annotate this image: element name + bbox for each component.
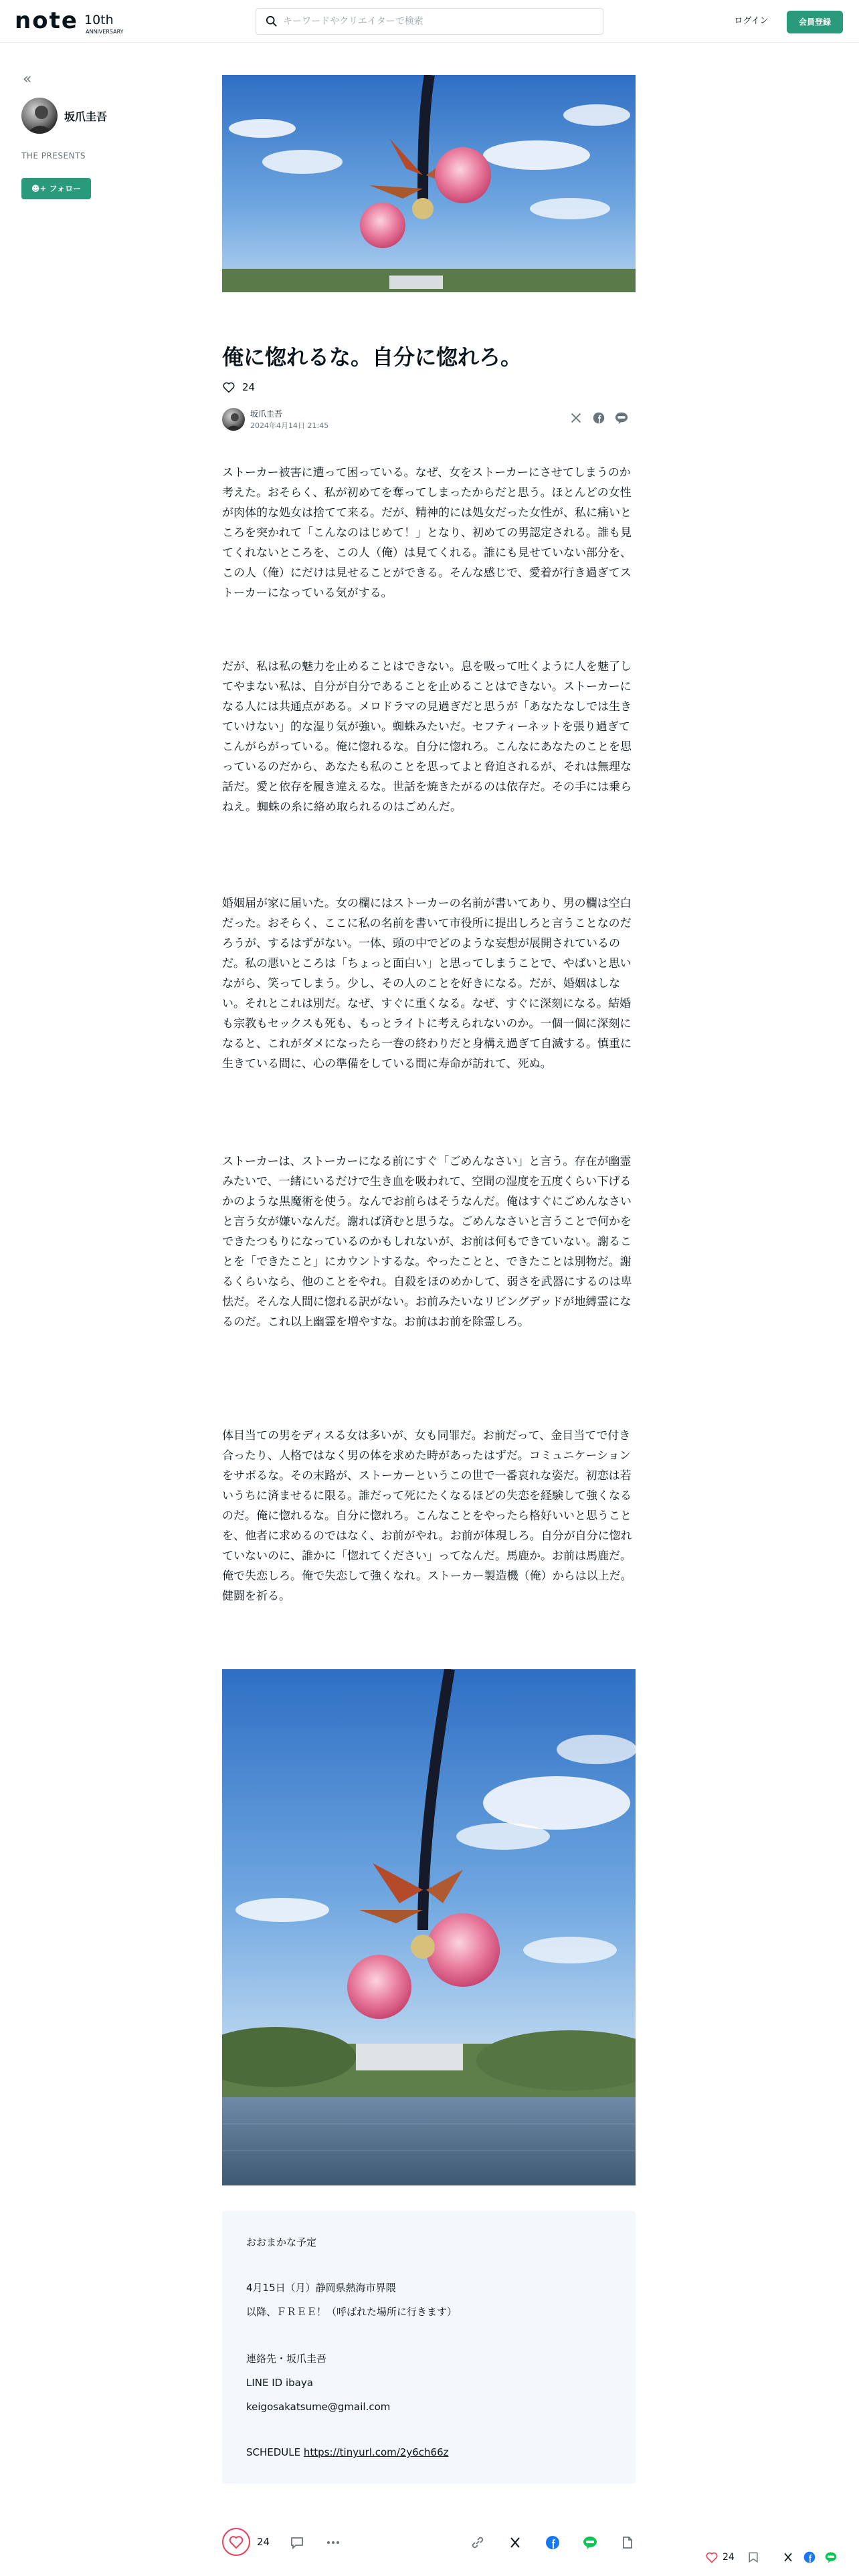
- hero-image: [222, 75, 636, 292]
- paragraph: [222, 463, 637, 603]
- follow-label: フォロー: [49, 184, 82, 193]
- paragraph-text: 婚姻届が家に届いた。女の欄にはストーカーの名前が書いてあり、男の欄は空白だった。おそらく、ここに私の名前を書いて市役所に提出しろと言うことなのだろうが、するはずがない。一体、頭の中でどのような妄想が展開されているのだ。私の悪いところは「ちょっと面白い」と思ってしまうことで、やばいと思いながら、笑ってしまう。少し、その人のことを好きになる。だが、婚姻はしない。それとこれは別だ。なぜ、すぐに重くなる。なぜ、すぐに深刻になる。結婚も宗教もセックスも死も、もっとライトに考えられないのか。一個一個に深刻になると、これがダメになったら一巻の終わりだと身構え過ぎて自滅する。慎重に生きている間に、心の準備をしている間に寿命が訪れて、死ぬ。: [222, 897, 632, 1071]
- signup-button[interactable]: 会員登録: [787, 11, 843, 33]
- x-share-icon[interactable]: [781, 2551, 795, 2564]
- creator-name[interactable]: 坂爪圭吾: [64, 110, 108, 123]
- comment-icon[interactable]: [289, 2535, 305, 2551]
- like-summary[interactable]: [222, 379, 255, 396]
- heart-icon[interactable]: [705, 2551, 719, 2564]
- like-button[interactable]: [222, 2528, 250, 2556]
- creator-avatar[interactable]: [21, 98, 58, 134]
- paragraph-text: 体目当ての男をディスる女は多いが、女も同罪だ。お前だって、金目当てで付き合ったり、人格ではなく男の体を求めた時があったはずだ。コミュニケーションをサボるな。その末路が、ストーカーというこの世で一番哀れな姿だ。初恋は若いうちに済ませるに限る。誰だって死にたくなるほどの失恋を経験して強くなるのだ。俺に惚れるな。自分に惚れろ。こんなことをやったら格好いいと思うことを、他者に求めるのではなく、お前がやれ。お前が体現しろ。自分が自分に惚れていないのに、誰かに「惚れてください」ってなんだ。馬鹿か。お前は馬鹿だ。俺で失恋しろ。俺で失恋して強くなれ。ストーカー製造機（俺）からは以上だ。健闘を祈る。: [222, 1429, 632, 1603]
- login-button[interactable]: ログイン: [734, 16, 769, 26]
- line-share-icon[interactable]: [582, 2535, 598, 2551]
- schedule-label: SCHEDULE: [246, 2446, 301, 2458]
- x-share-icon[interactable]: [507, 2535, 523, 2551]
- facebook-share-icon[interactable]: [803, 2551, 816, 2564]
- paragraph-text: ストーカー被害に遭って困っている。なぜ、女をストーカーにさせてしまうのか考えた。おそらく、私が初めてを奪ってしまったからだと思う。ほとんどの女性が肉体的な処女は捨てて来る。だが、精神的には処女だった女性が、私に痛いところを突かれて「こんなのはじめて！」となり、初めての男認定される。誰も見てくれないところを、この人（俺）は見てくれる。誰にも見せていない部分を、この人（俺）にだけは見せることができる。そんな感じで、愛着が行き過ぎてストーカーになっている気がする。: [222, 466, 632, 600]
- paragraph-text: だが、私は私の魅力を止めることはできない。息を吸って吐くように人を魅了してやまない私は、自分が自分であることを止めることはできない。ストーカーになる人には共通点がある。メロドラマの見過ぎだと思うが「あなたなしでは生きていけない」的な湿り気が強い。蜘蛛みたいだ。セフティーネットを張り過ぎてこんがらがっている。俺に惚れるな。自分に惚れろ。こんなにあなたのことを思っているのだから、あなたも私のことを思ってよと脅迫されるが、それは無理な話だ。愛と依存を履き違えるな。世話を焼きたがるのは依存だ。その手には乗らねえ。蜘蛛の糸に絡め取られるのはごめんだ。: [222, 660, 632, 814]
- author-avatar[interactable]: [222, 408, 245, 431]
- anniversary-badge: [84, 13, 124, 35]
- publish-date: 2024年4月14日 21:45: [250, 421, 329, 430]
- anniversary-badge-text: 10th: [84, 13, 114, 27]
- heart-icon: [223, 2529, 249, 2555]
- author-name[interactable]: 坂爪圭吾: [250, 409, 283, 419]
- contact-line: LINE ID ibaya: [246, 2377, 313, 2389]
- like-count: 24: [257, 2536, 270, 2548]
- embed-icon[interactable]: [619, 2535, 636, 2551]
- search-icon: [266, 15, 278, 27]
- paragraph: [222, 893, 637, 1074]
- note-logo[interactable]: note: [15, 7, 78, 34]
- follow-button[interactable]: [21, 178, 91, 199]
- paragraph: [222, 1152, 637, 1332]
- schedule-link-line: [246, 2445, 448, 2460]
- contact-email: keigosakatsume@gmail.com: [246, 2401, 391, 2413]
- save-icon[interactable]: [747, 2551, 760, 2564]
- paragraph: [222, 1426, 637, 1606]
- article-action-bar: [222, 2528, 637, 2563]
- heart-icon: [222, 381, 235, 394]
- line-share-icon[interactable]: [824, 2551, 838, 2564]
- schedule-line: 4月15日（月）静岡県熱海市界隈: [246, 2282, 396, 2294]
- copy-link-icon[interactable]: [470, 2535, 486, 2551]
- more-options-icon[interactable]: [325, 2535, 341, 2551]
- x-share-icon[interactable]: [569, 411, 583, 425]
- schedule-line: 以降、ＦＲＥＥ！（呼ばれた場所に行きます）: [246, 2306, 458, 2318]
- search-box[interactable]: [256, 8, 603, 35]
- schedule-link[interactable]: https://tinyurl.com/2y6ch66z: [303, 2446, 449, 2458]
- schedule-info-box: [222, 2211, 636, 2484]
- search-input[interactable]: [283, 9, 591, 34]
- floating-action-bar: [705, 2548, 856, 2568]
- line-share-icon[interactable]: [614, 411, 629, 425]
- magazine-label[interactable]: THE PRESENTS: [21, 151, 86, 160]
- info-heading: おおまかな予定: [246, 2236, 317, 2248]
- paragraph: [222, 657, 637, 817]
- site-header: [0, 0, 859, 43]
- collapse-sidebar-icon[interactable]: «: [23, 71, 32, 88]
- article-photo: [222, 1669, 636, 2185]
- author-byline: [222, 407, 637, 433]
- floating-like-count: 24: [723, 2552, 735, 2563]
- contact-line: 連絡先・坂爪圭吾: [246, 2353, 327, 2365]
- facebook-share-icon[interactable]: [591, 411, 606, 425]
- like-count: 24: [242, 381, 256, 393]
- add-user-icon: ☻+: [31, 184, 50, 193]
- anniversary-badge-subtext: ANNIVERSARY: [86, 29, 124, 35]
- article-title: 俺に惚れるな。自分に惚れろ。: [222, 344, 522, 370]
- facebook-share-icon[interactable]: [545, 2535, 561, 2551]
- paragraph-text: ストーカーは、ストーカーになる前にすぐ「ごめんなさい」と言う。存在が幽霊みたいで、一緒にいるだけで生き血を吸われて、空間の湿度を五度くらい下げるかのような黒魔術を使う。なんでお前らはそうなんだ。俺はすぐにごめんなさいと言う女が嫌いなんだ。謝れば済むと思うな。ごめんなさいと言うことで何かをできたつもりになっているのかもしれないが、お前は何もできていない。謝ることを「できたこと」にカウントするな。やったことと、できたことは別物だ。謝るくらいなら、他のことをやれ。自殺をほのめかして、弱さを武器にするのは卑怯だ。そんな人間に惚れる訳がない。お前みたいなリビングデッドが地縛霊になるのだ。これ以上幽霊を増やすな。お前はお前を除霊しろ。: [222, 1155, 632, 1329]
